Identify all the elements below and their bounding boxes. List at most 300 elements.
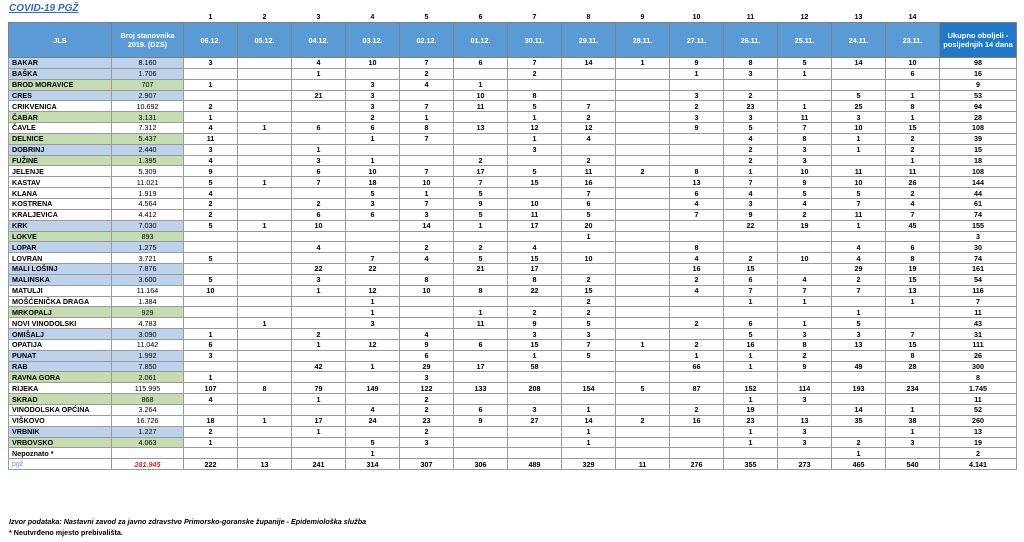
row-total: 116 [940, 285, 1017, 296]
row-total: 74 [940, 209, 1017, 220]
case-count [832, 350, 886, 361]
case-count: 4 [778, 198, 832, 209]
case-count: 1 [238, 177, 292, 188]
table-row [9, 285, 1017, 296]
case-count [238, 209, 292, 220]
case-count [778, 90, 832, 101]
case-count: 1 [184, 79, 238, 90]
case-count: 3 [886, 437, 940, 448]
population-value: 3.721 [112, 253, 184, 264]
case-count: 2 [184, 209, 238, 220]
case-count: 11 [454, 318, 508, 329]
case-count: 7 [562, 101, 616, 112]
case-count: 10 [184, 285, 238, 296]
case-count: 9 [724, 209, 778, 220]
case-count [886, 394, 940, 405]
case-count: 4 [724, 188, 778, 199]
case-count [454, 133, 508, 144]
case-count: 9 [454, 198, 508, 209]
case-count: 3 [184, 350, 238, 361]
case-count [724, 307, 778, 318]
case-count: 6 [562, 198, 616, 209]
population-value: 7.876 [112, 264, 184, 275]
case-count: 5 [508, 101, 562, 112]
blank-cell [940, 12, 1017, 23]
case-count: 1 [616, 58, 670, 69]
case-count: 3 [670, 112, 724, 123]
row-total: 11 [940, 307, 1017, 318]
case-count [778, 79, 832, 90]
population-value: 3.090 [112, 329, 184, 340]
case-count: 3 [724, 68, 778, 79]
row-total: 108 [940, 123, 1017, 134]
table-row [9, 209, 1017, 220]
case-count [616, 123, 670, 134]
case-count [670, 372, 724, 383]
case-count [778, 264, 832, 275]
case-count: 3 [346, 79, 400, 90]
case-count [508, 188, 562, 199]
case-count: 5 [184, 253, 238, 264]
case-count [238, 274, 292, 285]
column-number: 3 [316, 13, 321, 21]
case-count: 3 [346, 101, 400, 112]
case-count: 2 [562, 296, 616, 307]
table-row [9, 112, 1017, 123]
case-count [454, 144, 508, 155]
case-count: 16 [724, 339, 778, 350]
case-count: 8 [454, 285, 508, 296]
case-count: 3 [346, 318, 400, 329]
table-row [9, 350, 1017, 361]
case-count: 2 [508, 307, 562, 318]
table-row [9, 383, 1017, 394]
case-count [616, 437, 670, 448]
case-count [508, 426, 562, 437]
case-count: 1 [292, 68, 346, 79]
case-count [670, 394, 724, 405]
date-header: 04.12. [292, 23, 346, 58]
case-count: 1 [724, 361, 778, 372]
case-count [292, 112, 346, 123]
case-count: 107 [184, 383, 238, 394]
case-count: 1 [184, 372, 238, 383]
case-count: 10 [778, 253, 832, 264]
case-count [400, 318, 454, 329]
case-count: 10 [778, 166, 832, 177]
case-count: 2 [670, 405, 724, 416]
case-count [670, 448, 724, 459]
case-count [670, 79, 724, 90]
case-count [832, 231, 886, 242]
daily-sum: 11 [616, 459, 670, 470]
case-count [616, 68, 670, 79]
case-count: 16 [670, 415, 724, 426]
case-count [346, 242, 400, 253]
row-total: 2 [940, 448, 1017, 459]
header-row [9, 23, 1017, 58]
case-count: 21 [454, 264, 508, 275]
row-total: 7 [940, 296, 1017, 307]
case-count: 15 [886, 123, 940, 134]
municipality-name: CRIKVENICA [9, 101, 112, 112]
table-row [9, 274, 1017, 285]
case-count: 17 [454, 166, 508, 177]
case-count: 1 [400, 188, 454, 199]
case-count: 154 [562, 383, 616, 394]
row-total: 15 [940, 144, 1017, 155]
population-value: 5.309 [112, 166, 184, 177]
table-row [9, 307, 1017, 318]
row-total: 61 [940, 198, 1017, 209]
case-count [238, 101, 292, 112]
population-value: 1.227 [112, 426, 184, 437]
case-count: 22 [292, 264, 346, 275]
case-count: 14 [562, 415, 616, 426]
case-count [400, 307, 454, 318]
case-count [562, 144, 616, 155]
case-count: 4 [670, 285, 724, 296]
case-count [832, 296, 886, 307]
case-count [292, 437, 346, 448]
case-count [508, 448, 562, 459]
case-count [292, 253, 346, 264]
case-count [238, 394, 292, 405]
covid-table-wrapper [8, 12, 1016, 470]
case-count: 6 [724, 318, 778, 329]
table-row [9, 144, 1017, 155]
case-count: 2 [346, 112, 400, 123]
row-total: 18 [940, 155, 1017, 166]
case-count [238, 426, 292, 437]
case-count: 2 [562, 112, 616, 123]
case-count: 1 [184, 437, 238, 448]
case-count: 2 [670, 101, 724, 112]
case-count [238, 350, 292, 361]
case-count [238, 405, 292, 416]
case-count [292, 307, 346, 318]
date-header: 30.11. [508, 23, 562, 58]
municipality-name: PUNAT [9, 350, 112, 361]
case-count: 9 [454, 415, 508, 426]
case-count [292, 405, 346, 416]
case-count [292, 79, 346, 90]
municipality-name: VRBOVSKO [9, 437, 112, 448]
case-count [778, 448, 832, 459]
case-count: 1 [832, 307, 886, 318]
daily-sum: 306 [454, 459, 508, 470]
case-count [508, 394, 562, 405]
case-count [400, 155, 454, 166]
column-number-row [9, 12, 1017, 23]
case-count: 7 [832, 285, 886, 296]
case-count [670, 231, 724, 242]
case-count: 4 [292, 242, 346, 253]
case-count: 1 [832, 220, 886, 231]
case-count: 24 [346, 415, 400, 426]
case-count: 7 [400, 198, 454, 209]
municipality-name: KASTAV [9, 177, 112, 188]
table-row [9, 177, 1017, 188]
case-count: 23 [724, 101, 778, 112]
population-value: 1.992 [112, 350, 184, 361]
case-count: 4 [670, 198, 724, 209]
case-count: 12 [346, 285, 400, 296]
case-count: 2 [562, 155, 616, 166]
population-value: 4.564 [112, 198, 184, 209]
case-count [346, 394, 400, 405]
case-count: 6 [184, 339, 238, 350]
case-count: 4 [184, 394, 238, 405]
case-count: 5 [562, 209, 616, 220]
case-count [562, 79, 616, 90]
case-count: 1 [346, 296, 400, 307]
case-count [400, 448, 454, 459]
case-count: 3 [292, 274, 346, 285]
table-row [9, 79, 1017, 90]
case-count: 1 [184, 329, 238, 340]
daily-sum: 241 [292, 459, 346, 470]
case-count: 6 [724, 274, 778, 285]
case-count [238, 198, 292, 209]
municipality-name: LOKVE [9, 231, 112, 242]
case-count: 8 [778, 133, 832, 144]
case-count: 6 [292, 209, 346, 220]
case-count: 7 [400, 133, 454, 144]
case-count: 8 [886, 253, 940, 264]
case-count [238, 339, 292, 350]
case-count [508, 231, 562, 242]
municipality-name: MATULJI [9, 285, 112, 296]
municipality-name: OMIŠALJ [9, 329, 112, 340]
case-count: 4 [562, 133, 616, 144]
case-count: 1 [616, 339, 670, 350]
case-count: 3 [832, 112, 886, 123]
row-total: 260 [940, 415, 1017, 426]
case-count: 2 [184, 426, 238, 437]
case-count: 3 [400, 209, 454, 220]
case-count: 15 [508, 253, 562, 264]
case-count: 4 [832, 242, 886, 253]
case-count [346, 350, 400, 361]
case-count [346, 68, 400, 79]
municipality-name: JELENJE [9, 166, 112, 177]
case-count: 2 [832, 274, 886, 285]
case-count: 3 [184, 58, 238, 69]
case-count: 1 [886, 90, 940, 101]
case-count [508, 296, 562, 307]
case-count: 11 [886, 166, 940, 177]
case-count: 29 [832, 264, 886, 275]
case-count: 5 [454, 253, 508, 264]
case-count: 7 [400, 101, 454, 112]
case-count [616, 242, 670, 253]
case-count [616, 307, 670, 318]
case-count [616, 112, 670, 123]
case-count: 15 [886, 339, 940, 350]
table-row [9, 448, 1017, 459]
case-count: 4 [400, 253, 454, 264]
case-count: 1 [670, 68, 724, 79]
municipality-name: ČABAR [9, 112, 112, 123]
case-count [616, 274, 670, 285]
case-count: 10 [292, 220, 346, 231]
case-count [778, 307, 832, 318]
case-count: 12 [508, 123, 562, 134]
jls-header: JLS [9, 23, 112, 58]
case-count: 6 [670, 188, 724, 199]
case-count [778, 231, 832, 242]
case-count: 2 [292, 329, 346, 340]
case-count [238, 68, 292, 79]
case-count: 3 [778, 437, 832, 448]
column-number: 1 [208, 13, 213, 21]
table-row [9, 220, 1017, 231]
case-count [184, 231, 238, 242]
case-count: 6 [346, 209, 400, 220]
case-count: 1 [454, 220, 508, 231]
case-count: 6 [292, 166, 346, 177]
case-count: 1 [562, 437, 616, 448]
case-count: 38 [886, 415, 940, 426]
row-total: 161 [940, 264, 1017, 275]
municipality-name: BAKAR [9, 58, 112, 69]
case-count: 5 [616, 383, 670, 394]
row-total: 300 [940, 361, 1017, 372]
case-count [238, 307, 292, 318]
municipality-name: DOBRINJ [9, 144, 112, 155]
case-count: 2 [400, 405, 454, 416]
case-count [184, 307, 238, 318]
case-count: 15 [508, 339, 562, 350]
population-value: 16.726 [112, 415, 184, 426]
column-number: 4 [370, 13, 375, 21]
table-row [9, 318, 1017, 329]
case-count: 79 [292, 383, 346, 394]
population-value: 1.384 [112, 296, 184, 307]
population-value [112, 448, 184, 459]
case-count [724, 242, 778, 253]
population-header: Broj stanovnika 2019. (DZS) [112, 23, 184, 58]
case-count [562, 242, 616, 253]
blank-cell [112, 12, 184, 23]
case-count: 5 [346, 188, 400, 199]
case-count: 7 [724, 285, 778, 296]
case-count [616, 198, 670, 209]
case-count [616, 296, 670, 307]
case-count: 3 [778, 155, 832, 166]
case-count: 2 [886, 144, 940, 155]
case-count: 8 [778, 339, 832, 350]
case-count [616, 426, 670, 437]
daily-sum: 465 [832, 459, 886, 470]
population-value: 2.907 [112, 90, 184, 101]
case-count [238, 285, 292, 296]
case-count [670, 426, 724, 437]
case-count: 10 [346, 166, 400, 177]
case-count: 2 [670, 318, 724, 329]
case-count: 12 [562, 123, 616, 134]
population-value: 1.275 [112, 242, 184, 253]
case-count [292, 296, 346, 307]
case-count [508, 79, 562, 90]
row-total: 108 [940, 166, 1017, 177]
municipality-name: VIŠKOVO [9, 415, 112, 426]
case-count: 1 [346, 133, 400, 144]
case-count [454, 68, 508, 79]
case-count: 18 [346, 177, 400, 188]
case-count: 5 [346, 437, 400, 448]
case-count: 4 [886, 198, 940, 209]
case-count: 7 [778, 285, 832, 296]
case-count: 15 [724, 264, 778, 275]
daily-sum: 13 [238, 459, 292, 470]
population-value: 8.160 [112, 58, 184, 69]
case-count: 1 [724, 426, 778, 437]
municipality-name: SKRAD [9, 394, 112, 405]
case-count: 25 [832, 101, 886, 112]
case-count [346, 372, 400, 383]
population-value: 707 [112, 79, 184, 90]
row-total: 3 [940, 231, 1017, 242]
case-count: 8 [508, 90, 562, 101]
case-count: 5 [508, 166, 562, 177]
case-count [238, 90, 292, 101]
case-count: 1 [562, 405, 616, 416]
case-count: 6 [886, 68, 940, 79]
case-count [346, 220, 400, 231]
row-total: 52 [940, 405, 1017, 416]
population-value: 1.919 [112, 188, 184, 199]
case-count: 3 [778, 394, 832, 405]
case-count: 11 [508, 209, 562, 220]
date-header: 06.12. [184, 23, 238, 58]
case-count [238, 253, 292, 264]
case-count [184, 90, 238, 101]
case-count: 1 [346, 361, 400, 372]
case-count: 9 [670, 123, 724, 134]
case-count: 122 [400, 383, 454, 394]
case-count: 1 [238, 318, 292, 329]
row-total: 74 [940, 253, 1017, 264]
case-count [184, 296, 238, 307]
case-count: 15 [886, 274, 940, 285]
case-count [238, 448, 292, 459]
case-count: 15 [508, 177, 562, 188]
case-count [670, 133, 724, 144]
case-count [616, 264, 670, 275]
column-number: 10 [692, 13, 701, 21]
case-count [508, 372, 562, 383]
case-count [238, 437, 292, 448]
case-count: 1 [508, 112, 562, 123]
case-count: 149 [346, 383, 400, 394]
table-row [9, 58, 1017, 69]
case-count: 1 [724, 166, 778, 177]
case-count: 9 [670, 58, 724, 69]
column-number: 7 [532, 13, 537, 21]
case-count: 45 [886, 220, 940, 231]
case-count: 8 [238, 383, 292, 394]
case-count [400, 264, 454, 275]
case-count: 17 [454, 361, 508, 372]
case-count: 42 [292, 361, 346, 372]
case-count: 2 [724, 155, 778, 166]
case-count: 1 [238, 123, 292, 134]
case-count: 2 [886, 188, 940, 199]
case-count: 18 [184, 415, 238, 426]
case-count: 1 [778, 318, 832, 329]
